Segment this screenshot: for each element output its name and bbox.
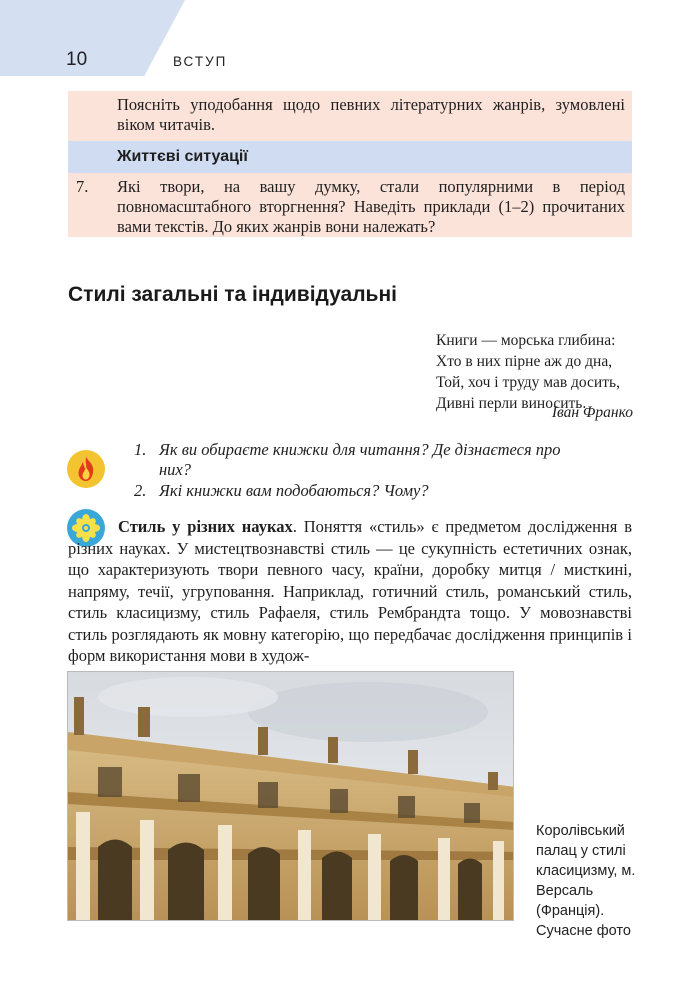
- epigraph-line: Книги — морська глибина:: [436, 332, 616, 349]
- epigraph-author: Іван Франко: [551, 404, 633, 421]
- task-text: Які твори, на вашу думку, стали популярними в період повномасштабного вторгнення? Наведіть приклади (1–2) прочитаних вами текстів. До яких жанрів вони належать?: [117, 177, 625, 236]
- epigraph-line: Хто в них пірне аж до дна,: [436, 353, 613, 370]
- question-text: Поясніть уподобання щодо певних літературних жанрів, зумовлені віком читачів.: [117, 95, 625, 134]
- epigraph: [436, 330, 620, 414]
- question-number: 1.: [134, 440, 147, 459]
- header-decoration: [0, 0, 185, 76]
- section-heading: Стилі загальні та індивідуальні: [68, 283, 397, 306]
- question-item: Як ви обираєте книжки для читання? Де дізнаєтеся про: [159, 440, 561, 459]
- section-title: ВСТУП: [173, 54, 228, 69]
- page-number: 10: [66, 49, 88, 70]
- question-item: Які книжки вам подобаються? Чому?: [159, 481, 429, 500]
- life-situations-heading: Життєві ситуації: [117, 148, 248, 165]
- versailles-photo: [67, 671, 514, 921]
- task-number: 7.: [76, 177, 89, 196]
- fire-icon: [67, 450, 105, 488]
- epigraph-line: Той, хоч і труду мав досить,: [436, 374, 620, 391]
- epigraph-line: Дивні перли виносить.: [436, 395, 587, 412]
- style-paragraph: [68, 516, 632, 667]
- paragraph-lead: Стиль у різних науках: [118, 517, 293, 536]
- question-item-cont: них?: [159, 460, 192, 479]
- paragraph-text: . Поняття «стиль» є предметом дослідження в різних науках. У мистецтвознавстві стиль — це сукупність естетичних ознак, що характеризують твори певного часу, країни, доробку митця / мисткині, напряму, течії, угруповання. Наприклад, готичний стиль, романський стиль, стиль класицизму, стиль Рафаеля, стиль Рембрандта тощо. У мовознавстві стиль розглядають як мовну категорію, що передбачає дослідження принципів і форм використання мови в худож-: [68, 517, 632, 665]
- photo-caption: Королівський палац у стилі класицизму, м. Версаль (Франція). Сучасне фото: [536, 823, 636, 939]
- question-number: 2.: [134, 481, 147, 500]
